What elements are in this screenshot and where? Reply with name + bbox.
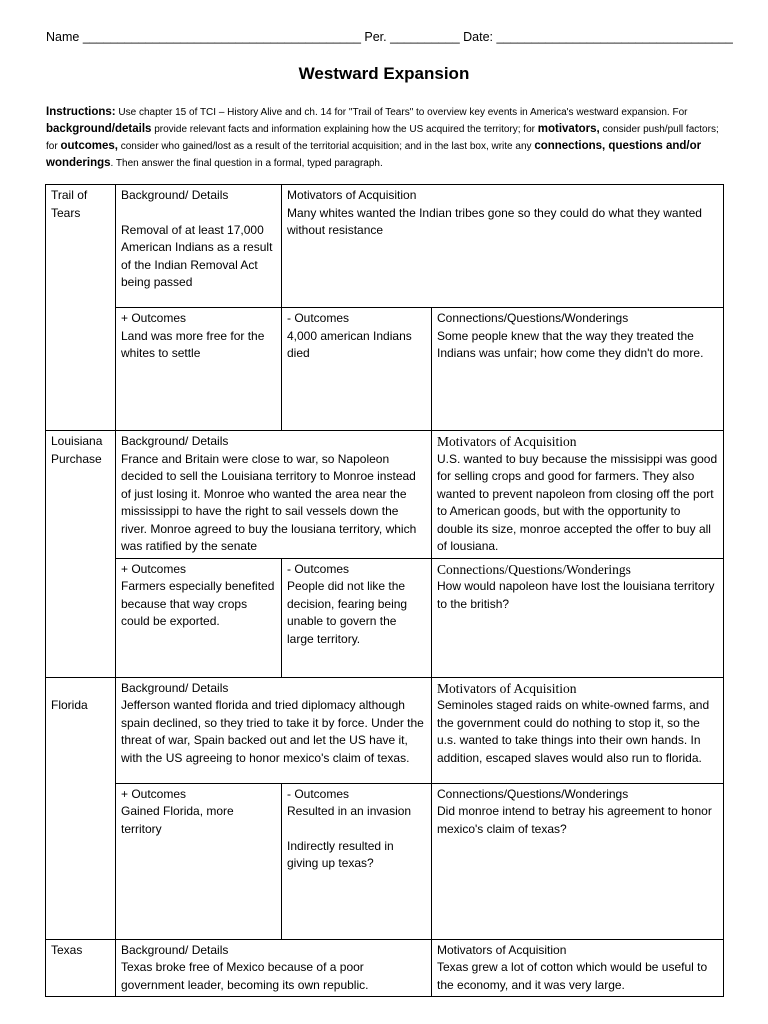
plus-outcomes-label: + Outcomes xyxy=(121,561,187,576)
period-label: Per. xyxy=(364,30,387,44)
background-text: France and Britain were close to war, so Napoleon decided to sell the Louisiana territory to Monroe instead of just losing it. Monroe who wanted the area near the mississippi to have the right to sail vessels down the river. Monroe agreed to buy the lousiana territory, which was ratified by the senate xyxy=(121,451,417,553)
background-label: Background/ Details xyxy=(121,434,229,448)
background-cell[interactable] xyxy=(116,185,282,308)
minus-outcomes-text: Resulted in an invasion xyxy=(287,804,412,818)
background-text: Removal of at least 17,000 American Indians as a result of the Indian Removal Act being passed xyxy=(121,222,273,289)
minus-outcomes-cell[interactable] xyxy=(282,308,432,431)
connections-text: Some people knew that the way they treated the Indians was unfair; how come they didn't do more. xyxy=(437,328,704,360)
instructions-bold: background/details xyxy=(46,123,152,135)
table-row xyxy=(46,677,724,783)
connections-text: How would napoleon have lost the louisiana territory to the british? xyxy=(437,579,715,611)
row-header-texas: Texas xyxy=(46,939,116,997)
table-row xyxy=(46,185,724,308)
expansion-table xyxy=(45,184,724,997)
plus-outcomes-cell[interactable] xyxy=(116,308,282,431)
instructions-label: Instructions: xyxy=(46,106,116,118)
date-label: Date: xyxy=(463,30,494,44)
plus-outcomes-cell[interactable] xyxy=(116,558,282,677)
connections-cell[interactable] xyxy=(432,558,724,677)
table-row xyxy=(46,783,724,939)
background-cell[interactable] xyxy=(116,939,432,997)
instructions-bold: outcomes, xyxy=(60,140,118,152)
row-header-trail-of-tears: Trail of Tears xyxy=(46,185,116,431)
motivators-cell[interactable] xyxy=(432,677,724,783)
page-title: Westward Expansion xyxy=(298,64,470,83)
motivators-text: Texas grew a lot of cotton which would be useful to the economy, and it was very large. xyxy=(437,960,708,992)
instructions-text: provide relevant facts and information explaining how the US acquired the territory; for xyxy=(151,124,538,135)
minus-outcomes-text: People did not like the decision, fearing being unable to govern the large territory. xyxy=(287,579,408,646)
instructions-text: consider who gained/lost as a result of the territorial acquisition; and in the last box, write any xyxy=(117,141,535,152)
background-label: Background/ Details xyxy=(121,680,229,695)
plus-outcomes-cell[interactable] xyxy=(116,783,282,939)
connections-label: Connections/Questions/Wonderings xyxy=(437,786,629,801)
instructions-text: consider push/pull factors; for xyxy=(46,124,719,152)
motivators-cell[interactable] xyxy=(432,431,724,559)
background-cell[interactable] xyxy=(116,431,432,559)
connections-label: Connections/Questions/Wonderings xyxy=(437,311,629,325)
connections-text: Did monroe intend to betray his agreement to honor mexico's claim of texas? xyxy=(437,804,712,836)
motivators-text: U.S. wanted to buy because the missisippi was good for selling crops and good for farmers. They also wanted to prevent napoleon from closing off the port to American goods, but with the opportunity to double its size, monroe accepted the offer to buy all of lousiana. xyxy=(437,451,718,553)
background-text: Jefferson wanted florida and tried diplomacy although spain declined, so they tried to take it by force. Under the threat of war, Spain backed out and let the US have it, with the US agreeing to honor mexico's claim of texas. xyxy=(121,698,424,765)
row-header-louisiana-purchase: Louisiana Purchase xyxy=(46,431,116,678)
name-label: Name xyxy=(46,30,80,44)
motivators-label: Motivators of Acquisition xyxy=(437,680,577,696)
minus-outcomes-cell[interactable] xyxy=(282,783,432,939)
table-row xyxy=(46,431,724,559)
connections-cell[interactable] xyxy=(432,308,724,431)
motivators-text: Seminoles staged raids on white-owned farms, and the government could do nothing to stop it, so the u.s. wanted to take things into their own hands. In addition, escaped slaves would also run to florida. xyxy=(437,698,710,765)
motivators-cell[interactable] xyxy=(432,939,724,997)
motivators-label: Motivators of Acquisition xyxy=(437,434,577,449)
instructions-paragraph xyxy=(46,104,726,172)
connections-label: Connections/Questions/Wonderings xyxy=(437,561,631,577)
plus-outcomes-text: Land was more free for the whites to settle xyxy=(121,328,265,360)
plus-outcomes-label: + Outcomes xyxy=(121,786,187,801)
minus-outcomes-cell[interactable] xyxy=(282,558,432,677)
date-field[interactable]: __________________________________ xyxy=(496,30,733,44)
period-field[interactable]: __________ xyxy=(390,30,460,44)
minus-outcomes-label: - Outcomes xyxy=(287,561,350,576)
background-label: Background/ Details xyxy=(121,188,229,202)
background-text: Texas broke free of Mexico because of a poor government leader, becoming its own republic. xyxy=(121,960,369,992)
background-cell[interactable] xyxy=(116,677,432,783)
plus-outcomes-text: Farmers especially benefited because that way crops could be exported. xyxy=(121,579,275,628)
table-row xyxy=(46,308,724,431)
instructions-bold: motivators, xyxy=(537,123,600,135)
table-row xyxy=(46,558,724,677)
instructions-text: Use chapter 15 of TCI – History Alive and ch. 14 for "Trail of Tears" to overview key events in America's westward expansion. For xyxy=(115,107,688,118)
plus-outcomes-text: Gained Florida, more territory xyxy=(121,804,234,836)
row-header-florida xyxy=(46,677,116,939)
table-row xyxy=(46,939,724,997)
instructions-text: . Then answer the final question in a formal, typed paragraph. xyxy=(110,158,383,169)
minus-outcomes-text: 4,000 american Indians died xyxy=(287,328,412,360)
plus-outcomes-label: + Outcomes xyxy=(121,311,187,325)
name-field[interactable]: ________________________________________ xyxy=(82,30,361,44)
motivators-text: Many whites wanted the Indian tribes gone so they could do what they wanted without resistance xyxy=(287,205,702,237)
connections-cell[interactable] xyxy=(432,783,724,939)
motivators-cell[interactable] xyxy=(282,185,724,308)
background-label: Background/ Details xyxy=(121,942,229,957)
instructions-bold: connections, questions and/or wonderings xyxy=(46,140,702,169)
minus-outcomes-label: - Outcomes xyxy=(287,786,350,801)
motivators-label: Motivators of Acquisition xyxy=(287,188,417,202)
minus-outcomes-text: Indirectly resulted in giving up texas? xyxy=(287,838,394,870)
minus-outcomes-label: - Outcomes xyxy=(287,311,350,325)
motivators-label: Motivators of Acquisition xyxy=(437,942,567,957)
student-info-line xyxy=(46,30,733,44)
row-header-label: Florida xyxy=(51,697,88,712)
